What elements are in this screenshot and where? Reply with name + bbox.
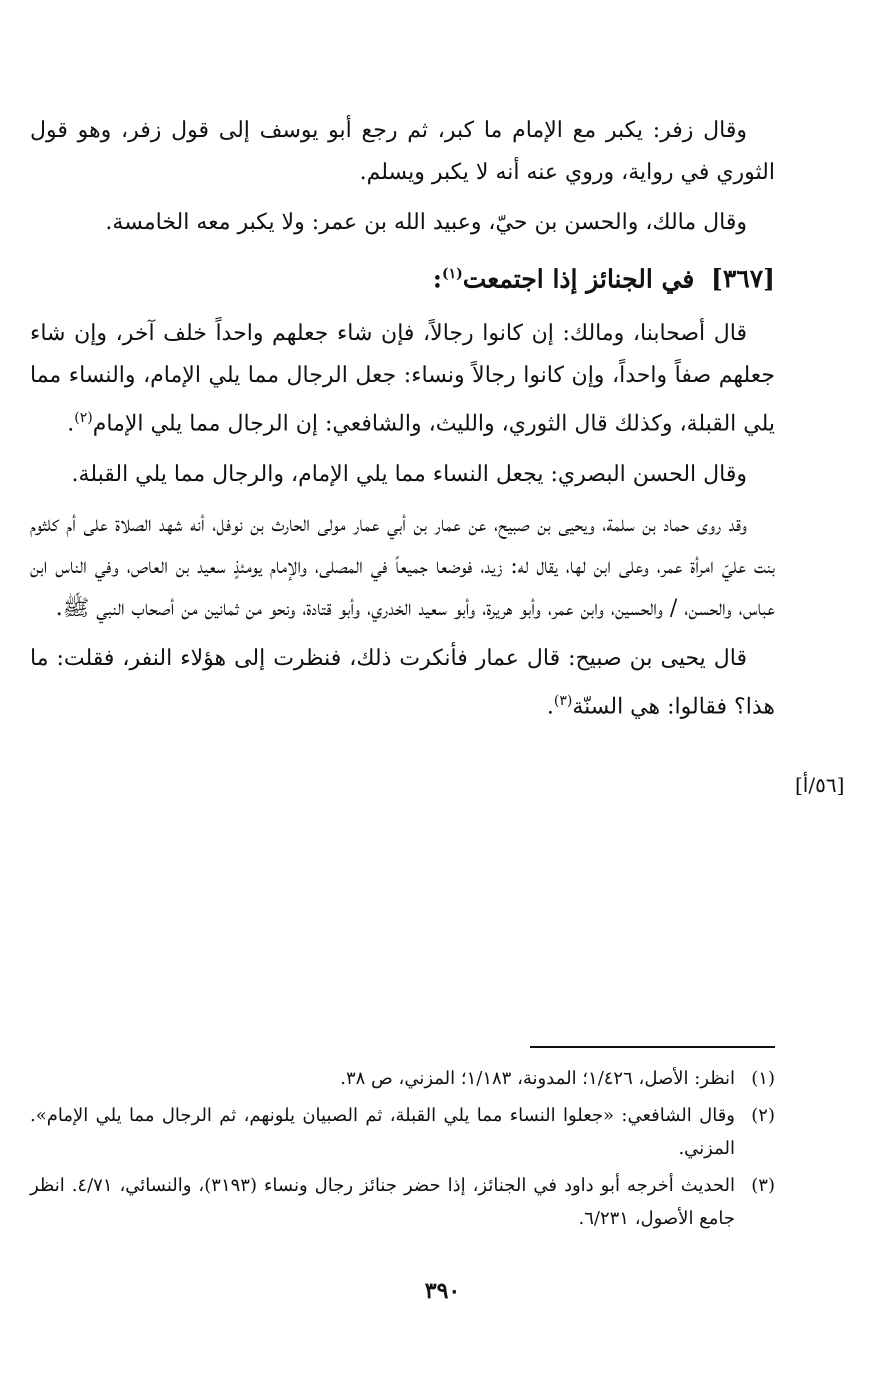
footnote-1 — [30, 1062, 775, 1095]
page-number: ٣٩٠ — [424, 1278, 461, 1304]
footnote-ref-3: (٣) — [553, 692, 573, 709]
paragraph-3-text: قال أصحابنا، ومالك: إن كانوا رجالاً، فإن شاء جعلهم واحداً خلف آخر، وإن شاء جعلهم صفاً واحداً، وإن كانوا رجالاً ونساء: جعل الرجال مما يلي الإمام، والنساء مما يلي القبلة، وكذلك قال الثوري، والليث، والشافعي: إن الرجال مما يلي الإمام — [30, 321, 775, 437]
paragraph-4: وقال الحسن البصري: يجعل النساء مما يلي الإمام، والرجال مما يلي القبلة. — [71, 461, 747, 487]
section-title: في الجنائز إذا اجتمعت — [462, 264, 695, 294]
footnote-marker: (١) — [751, 1068, 775, 1089]
paragraph-3-end: . — [67, 411, 75, 437]
paragraph-6-end: . — [546, 693, 554, 719]
paragraph-1: وقال زفر: يكبر مع الإمام ما كبر، ثم رجع أبو يوسف إلى قول زفر، وهو قول الثوري في رواية، وروي عنه أنه لا يكبر ويسلم. — [30, 118, 775, 185]
footnote-text: وقال الشافعي: «جعلوا النساء مما يلي القبلة، ثم الصبيان يلونهم، ثم الرجال مما يلي الإمام». المزني. — [30, 1105, 735, 1159]
paragraph-2: وقال مالك، والحسن بن حيّ، وعبيد الله بن عمر: ولا يكبر معه الخامسة. — [105, 210, 747, 235]
paragraph-5: وقد روى حماد بن سلمة، ويحيى بن صبيح، عن عمار بن أبي عمار مولى الحارث بن نوفل، أنه شهد الصلاة على أم كلثوم بنت عليّ امرأة عمر، وعلى ابن لها، يقال له: زيد، فوضعا جميعاً في المصلى، والإمام يومئذٍ سعيد بن العاص، وفي الناس ابن عباس، والحسن، / والحسين، وابن عمر، وأبو هريرة، وأبو سعيد الخدري، وأبو قتادة، ونحو من ثمانين من أصحاب النبي ﷺ. — [30, 511, 775, 621]
section-number: [٣٦٧] — [711, 264, 775, 294]
footnote-text: الحديث أخرجه أبو داود في الجنائز، إذا حضر جنائز رجال ونساء (٣١٩٣)، والنسائي، ٤/٧١. انظر جامع الأصول، ٦/٢٣١. — [30, 1175, 736, 1229]
paragraph-3 — [30, 313, 775, 445]
manuscript-folio-note: [٥٦/أ] — [795, 773, 845, 797]
footnote-marker: (٣) — [751, 1175, 775, 1196]
footnote-text: انظر: الأصل، ١/٤٢٦؛ المدونة، ١/١٨٣؛ المزني، ص ٣٨. — [340, 1068, 735, 1089]
paragraph-6-text: قال يحيى بن صبيح: قال عمار فأنكرت ذلك، فنظرت إلى هؤلاء النفر، فقلت: ما هذا؟ فقالوا: هي السنّة — [30, 645, 775, 719]
footnote-3 — [30, 1169, 775, 1235]
footnote-divider — [530, 1046, 775, 1048]
footnotes — [30, 1062, 775, 1239]
footnote-marker: (٢) — [751, 1105, 775, 1126]
footnote-ref-2: (٢) — [74, 410, 93, 427]
footnote-ref-1: (١) — [441, 266, 463, 282]
footnote-2 — [30, 1099, 775, 1165]
paragraph-6 — [30, 638, 775, 728]
section-heading — [30, 252, 775, 301]
main-text — [30, 110, 775, 736]
heading-colon: : — [432, 264, 442, 294]
